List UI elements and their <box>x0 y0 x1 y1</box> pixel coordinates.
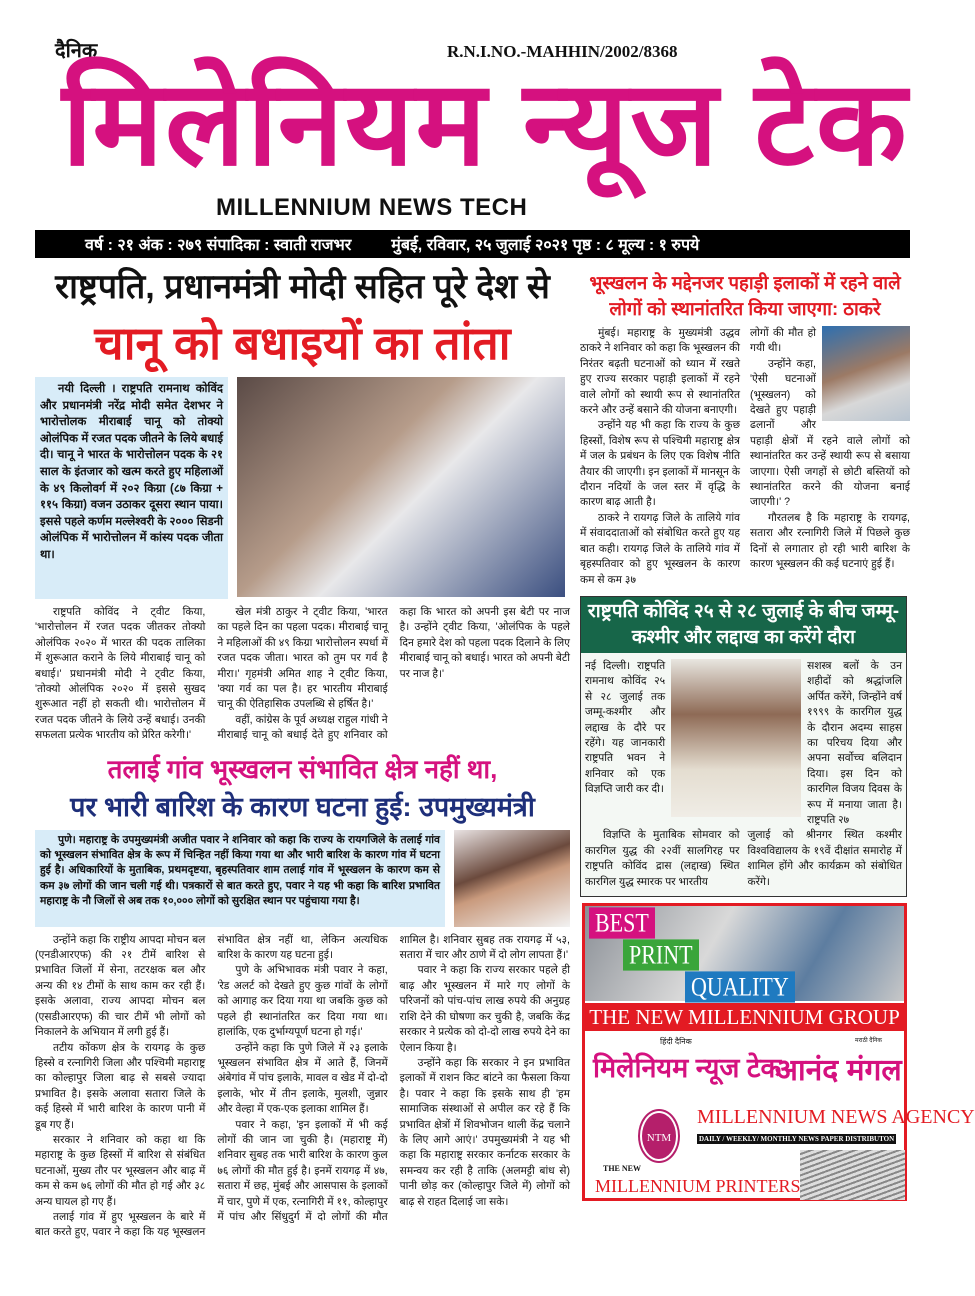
kovind-text-left: नई दिल्ली। राष्ट्रपति रामनाथ कोविंद २५ से २८ जुलाई तक जम्मू-कश्मीर और लद्दाख के दौरे पर रहेंगे। यह जानकारी राष्ट्रपति भवन ने शनिवार को एक विज्ञप्ति जारी कर दी। <box>585 659 666 796</box>
ad-ntm-logo: NTM <box>640 1111 678 1161</box>
talai-paragraph: उन्होंने कहा कि राष्ट्रीय आपदा मोचन बल (एनडीआरएफ) की २१ टीमें बारिश से प्रभावित जिलों में सेना, तटरक्षक बल और अन्य की १४ टीमों के साथ काम कर रही हैं। इसके अलावा, राज्य आपदा मोचन बल (एसडीआरएफ) की चार टीमें भी लोगों को निकालने के अभियान में लगी हुई हैं। <box>35 933 206 1039</box>
ad-agency-tagline: DAILY / WEEKLY/ MONTHLY NEWS PAPER DISTRIBUTON <box>699 1135 895 1143</box>
lead-paragraph: वहीं, कांग्रेस के पूर्व अध्यक्ष राहुल गांधी ने मीराबाई चानू को बधाई देते हुए शनिवार को कहा कि भारत को अपनी इस बेटी पर नाज है। उन्होंने ट्वीट किया, 'ओलंपिक के पहले दिन हमारे देश को पहला पदक दिलाने के लिए मीराबाई चानू को बधाई। भारत को अपनी बेटी पर नाज है।' <box>217 606 570 742</box>
lead-body <box>35 605 570 744</box>
talai-paragraph: तलाई गांव में हुए भूस्खलन के बारे में बात करते हुए, पवार ने कहा कि यह भूस्खलन संभावित क्षेत्र नहीं था, लेकिन अत्यधिक बारिश के कारण यह घटना हुई। <box>35 933 388 1239</box>
talai-paragraph: सरकार ने शनिवार को कहा था कि महाराष्ट्र के कुछ हिस्सों में बारिश से संबंधित घटनाओं, मुख्य तौर पर भूस्खलन और बाढ़ में कम से कम ७६ लोगों की मौत हो गई और ३८ अन्य घायल हो गए हैं। <box>35 1133 206 1208</box>
left-column <box>35 265 570 1261</box>
lead-paragraph: खेल मंत्री ठाकुर ने ट्वीट किया, 'भारत का पहले दिन का पहला पदक। मीराबाई चानू ने महिलाओं की ४९ किग्रा भारोत्तोलन स्पर्धा में रजत पदक जीता। भारत को तुम पर गर्व है मीरा।' गृहमंत्री अमित शाह ने ट्वीट किया, 'क्या गर्व का पल है। हर भारतीय मीराबाई चानू की ऐतिहासिक उपलब्धि से हर्षित है।' <box>217 606 388 711</box>
kovind-headline: राष्ट्रपति कोविंद २५ से २८ जुलाई के बीच जम्मू-कश्मीर और लद्दाख का करेंगे दौरा <box>581 597 906 653</box>
thackeray-paragraph: उन्होंने यह भी कहा कि राज्य के कुछ हिस्सों, विशेष रूप से पश्चिमी महाराष्ट्र क्षेत्र में जल के प्रबंधन के लिए एक विशेष नीति तैयार की जाएगी। इन इलाकों में मानसून के दौरान नदियों के जल स्तर में वृद्धि के कारण बाढ़ आती है। <box>580 419 740 509</box>
lead-intro-box: नयी दिल्ली । राष्ट्रपति रामनाथ कोविंद और प्रधानमंत्री नरेंद्र मोदी समेत देशभर ने भारोत्तोलक मीराबाई चानू को तोक्यो ओलंपिक में रजत पदक जीतने के लिये बधाई दी। चानू ने भारत के भारोत्तोलन पदक के २१ साल के इंतजार को खत्म करते हुए महिलाओं के ४९ किलोवर्ग में २०२ किग्रा (८७ किग्रा + ११५ किग्रा) वजन उठाकर दूसरा स्थान पाया। इससे पहले कर्णम मल्लेश्वरी के २००० सिडनी ओलंपिक में भारोत्तोलन में कांस्य पदक जीता था। <box>35 377 228 599</box>
talai-intro-box: पुणे। महाराष्ट्र के उपमुख्यमंत्री अजीत पवार ने शनिवार को कहा कि राज्य के रायगजिले के तलाई गांव को भूस्खलन संभावित क्षेत्र के रूप में चिन्हित नहीं किया गया था और भारी बारिश के कारण गांव में घटना हुई है। अधिकारियों के मुताबिक, प्रथमदृष्टया, बृहस्पतिवार शाम तलाई गांव में भूस्खलन के कारण कम से कम ३७ लोगों की जान चली गई थी। पत्रकारों से बात करते हुए, पवार ने यह भी कहा कि बारिश प्रभावित महाराष्ट्र के नौ जिलों से अब तक १०,००० लोगों को सुरक्षित स्थान पर पहुंचाया गया है। <box>35 830 445 927</box>
thackeray-col2 <box>750 326 910 588</box>
thackeray-paragraph: लोगों की मौत हो गयी थी। <box>750 327 816 355</box>
lead-headline-line1: राष्ट्रपति, प्रधानमंत्री मोदी सहित पूरे देश से <box>55 268 550 306</box>
newspaper-english-title: MILLENNIUM NEWS TECH <box>216 194 528 221</box>
pawar-photo <box>454 830 570 927</box>
kovind-text-bottom-left: विज्ञप्ति के मुताबिक सोमवार को कारगिल युद्ध की २२वीं सालगिरह पर राष्ट्रपति कोविंद द्रास (लद्दाख) स्थित कारगिल युद्ध स्मारक पर भारतीय <box>585 829 740 888</box>
rni-number: R.N.I.NO.-MAHHIN/2002/8368 <box>447 42 678 61</box>
newspaper-title: मिलेनियम न्यूज टेक <box>62 58 909 190</box>
kovind-text-bottom-right: जुलाई को श्रीनगर स्थित कश्मीर विश्वविद्यालय के १९वें दीक्षांत समारोह में शामिल होंगे और कार्यक्रम को संबोधित करेंगे। <box>747 829 902 888</box>
thackeray-photo <box>822 326 910 421</box>
talai-paragraph: पवार ने कहा, 'इन इलाकों में भी कई लोगों की जान जा चुकी है। (महाराष्ट्र में) शनिवार सुबह तक भारी बारिश के कारण कुल ७६ लोगों की मौत हुई है। इनमें रायगढ़ में ४७, सतारा में छह, मुंबई और आसपास के इलाकों में चार, पुणे में एक, रत्नागिरी में ११, कोल्हापुर में पांच और सिंधुदुर्ग में दो लोगों की मौत शामिल है। शनिवार सुबह तक रायगढ़ में ५३, सतारा में चार और ठाणे में दो लोग लापता हैं।' <box>217 933 570 1223</box>
kovind-text-right: सशस्त्र बलों के उन शहीदों को श्रद्धांजलि अर्पित करेंगे, जिन्होंने वर्ष १९९९ के कारगिल युद्ध के दौरान अदम्य साहस का परिचय दिया और अपना सर्वोच्च बलिदान दिया। इस दिन को कारगिल विजय दिवस के रूप में मनाया जाता है। राष्ट्रपति २७ <box>807 659 902 826</box>
edition-info-right: मुंबई, रविवार, २५ जुलाई २०२१ पृष्ठ : ८ मूल्य : १ रुपये <box>391 237 700 254</box>
masthead-dainik: दैनिक <box>55 40 98 62</box>
talai-paragraph: उन्होंने कहा कि सरकार ने इन प्रभावित इलाकों में राशन किट बांटने का फैसला किया है। पवार ने कहा कि इसके साथ ही 'हम सामाजिक संस्थाओं से अपील कर रहे हैं कि प्रभावित क्षेत्रों में शिवभोजन थाली केंद्र चलाने के लिए आगे आएं।' उपमुख्यमंत्री ने यह भी कहा कि महाराष्ट्र सरकार कर्नाटक सरकार के समन्वय कर रही है ताकि (अलमट्टी बांध से) पानी छोड़ कर (कोल्हापुर जिले में) लोगों को बाढ़ से राहत दिलाई जा सके। <box>399 1056 570 1208</box>
ad-paper2: आनंद मंगल <box>775 1054 902 1087</box>
talai-paragraph: पवार ने कहा कि राज्य सरकार पहले ही बाढ़ और भूस्खलन में मारे गए लोगों के परिजनों को पांच-पांच लाख रुपये की अनुग्रह राशि देने की घोषणा कर चुकी है, जबकि केंद्र सरकार ने प्रत्येक को दो-दो लाख रुपये देने का ऐलान किया है। <box>399 964 570 1054</box>
talai-paragraph: तटीय कोंकण क्षेत्र के रायगढ़ के कुछ हिस्से व रत्नागिरी जिला और पश्चिमी महाराष्ट्र का कोल्हापुर जिला बाढ़ से सबसे ज्यादा प्रभावित है। इसके अलावा सतारा जिले के कई हिस्से में भारी बारिश के कारण पानी में डूब गए हैं। <box>35 1041 206 1131</box>
right-column <box>580 270 975 1221</box>
thackeray-headline: भूस्खलन के मद्देनजर पहाड़ी इलाकों में रहने वाले लोगों को स्थानांतरित किया जाएगा: ठाकरे <box>589 272 901 319</box>
talai-paragraph: पुणे के अभिभावक मंत्री पवार ने कहा, 'रेड अलर्ट को देखते हुए कुछ गांवों के लोगों को आगाह कर दिया गया था जबकि कुछ को पहले ही स्थानांतरित कर दिया गया था। हालांकि, एक दुर्भाग्यपूर्ण घटना हो गई।' <box>217 964 388 1039</box>
ad-print: PRINT <box>623 939 699 970</box>
thackeray-col1 <box>580 326 740 588</box>
ad-hindi-label: हिंदी दैनिक <box>660 1037 692 1046</box>
talai-headline-line2: पर भारी बारिश के कारण घटना हुई: उपमुख्यमंत्री <box>70 791 535 822</box>
ad-quality: QUALITY <box>685 971 795 1002</box>
ad-printers-name: MILLENNIUM PRINTERS <box>595 1176 801 1196</box>
talai-paragraph: उन्होंने कहा कि पुणे जिले में २३ इलाके भूस्खलन संभावित क्षेत्र में आते हैं, जिनमें अंबेगांव में पांच इलाके, मावल व खेड में दो-दो इलाके, भोर में तीन इलाके, मुलशी, जुन्नार और वेल्हा में एक-एक इलाका शामिल हैं। <box>217 1041 388 1116</box>
chanu-medal-photo <box>237 377 565 597</box>
millennium-group-ad <box>582 903 975 1201</box>
ad-agency-name: MILLENNIUM NEWS AGENCY <box>697 1106 975 1128</box>
ad-group-name: THE NEW MILLENNIUM GROUP <box>585 1003 904 1031</box>
talai-headline-line1: तलाई गांव भूस्खलन संभावित क्षेत्र नहीं था, <box>107 753 498 784</box>
ad-the-new: THE NEW <box>603 1164 642 1173</box>
thackeray-paragraph: ठाकरे ने रायगढ़ जिले के तालिये गांव में संवाददाताओं को संबोधित करते हुए यह बात कही। रायगढ़ जिले के तालिये गांव में बृहस्पतिवार को हुए भूस्खलन के कारण कम से कम ३७ <box>580 511 740 586</box>
thackeray-paragraph: गौरतलब है कि महाराष्ट्र के रायगढ़, सतारा और रत्नागिरी जिले में पिछले कुछ दिनों से लगातार हो रही भारी बारिश के कारण भूस्खलन की कई घटनाएं हुई हैं। <box>750 511 910 571</box>
thackeray-paragraph: उन्होंने कहा, 'ऐसी घटनाओं (भूस्खलन) को देखते हुए पहाड़ी ढलानों और पहाड़ी क्षेत्रों में रहने वाले लोगों को स्थानांतरित कर उन्हें स्थायी रूप से बसाया जाएगा। ऐसी जगहों से छोटी बस्तियों को स्थानांतरित करने की योजना बनाई जाएगी।' ? <box>750 357 910 509</box>
ad-best: BEST <box>589 907 655 938</box>
edition-info-left: वर्ष : २१ अंक : २७९ संपादिका : स्वाती राजभर <box>85 237 352 254</box>
edition-info-bar <box>35 230 910 258</box>
newspapers-image <box>800 1150 905 1200</box>
lead-paragraph: राष्ट्रपति कोविंद ने ट्वीट किया, 'भारोत्तोलन में रजत पदक जीतकर तोक्यो ओलंपिक २०२० में भारत की पदक तालिका में शुरूआत कराने के लिये मीराबाई चानू को बधाई।' प्रधानमंत्री मोदी ने ट्वीट किया, 'तोक्यो ओलंपिक २०२० में इससे सुखद शुरूआत नहीं हो सकती थी। भारोत्तोलन में रजत पदक जीतने के लिये उन्हें बधाई। उनकी सफलता प्रत्येक भारतीय को प्रेरित करेगी।' <box>35 606 206 742</box>
lead-headline-line2: चानू को बधाइयों का तांता <box>94 317 511 369</box>
ad-marathi-label: मराठी दैनिक <box>855 1038 882 1044</box>
kovind-story-box <box>580 596 907 897</box>
ad-paper1: मिलेनियम न्यूज टेक <box>593 1053 782 1083</box>
kovind-photo <box>671 659 801 817</box>
talai-body <box>35 933 570 1241</box>
thackeray-paragraph: मुंबई। महाराष्ट्र के मुख्यमंत्री उद्धव ठाकरे ने शनिवार को कहा कि भूस्खलन की निरंतर बढ़ती घटनाओं को ध्यान में रखते हुए राज्य सरकार पहाड़ी इलाकों में रहने वाले लोगों को स्थायी रूप से स्थानांतरित करने और उन्हें बसाने की योजना बनाएगी। <box>580 327 740 417</box>
